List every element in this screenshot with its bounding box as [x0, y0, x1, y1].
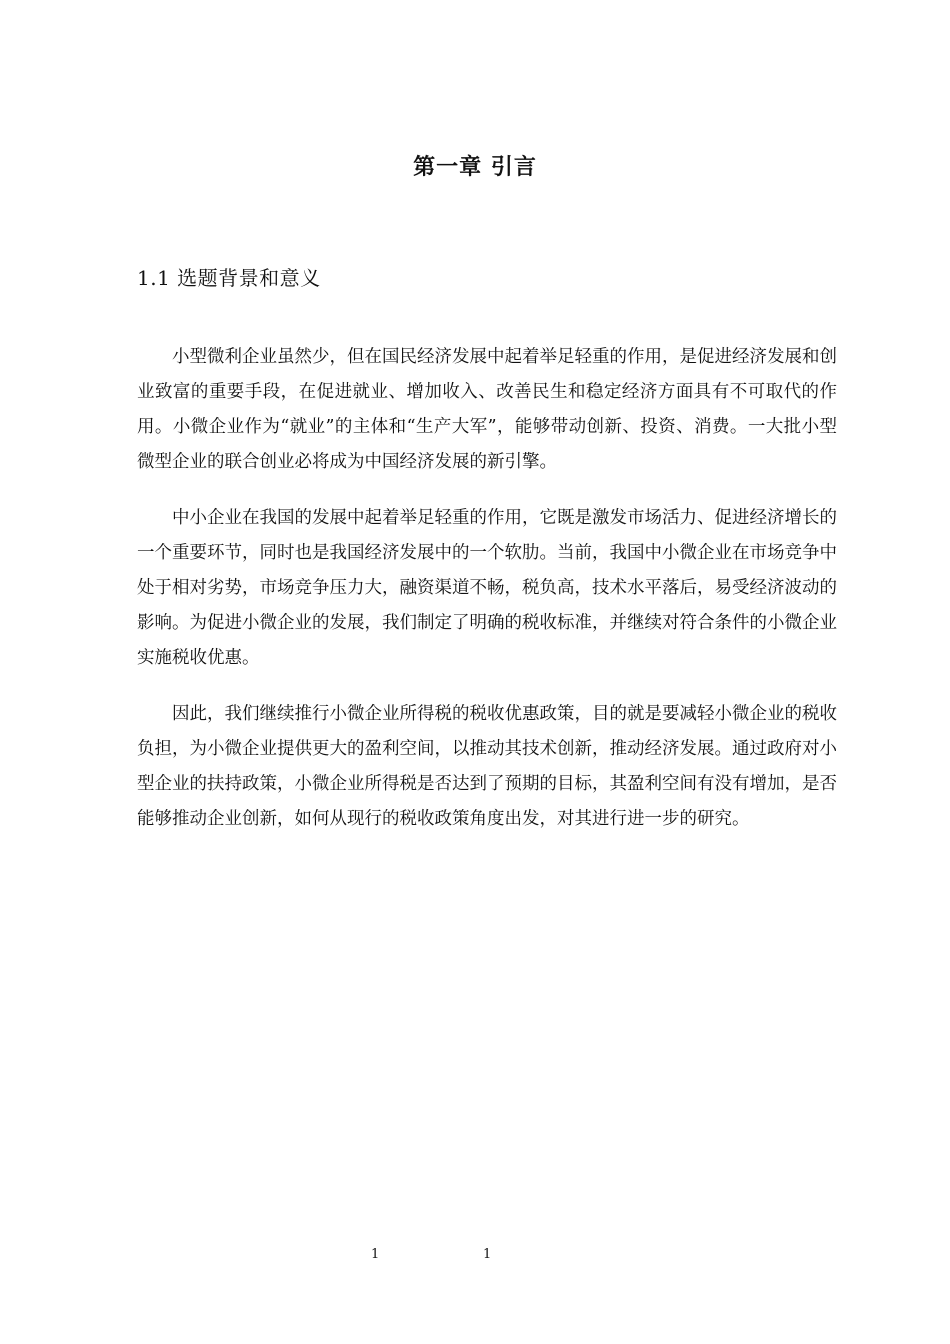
page-number: 1	[371, 1247, 380, 1262]
body-text	[137, 340, 837, 858]
paragraph: 小型微利企业虽然少，但在国民经济发展中起着举足轻重的作用，是促进经济发展和创业致富的重要手段，在促进就业、增加收入、改善民生和稳定经济方面具有不可取代的作用。小微企业作为“就业”的主体和“生产大军”，能够带动创新、投资、消费。一大批小型微型企业的联合创业必将成为中国经济发展的新引擎。	[137, 347, 837, 472]
chapter-title: 第一章 引言	[413, 155, 537, 180]
paragraph: 中小企业在我国的发展中起着举足轻重的作用，它既是激发市场活力、促进经济增长的一个重要环节，同时也是我国经济发展中的一个软肋。当前，我国中小微企业在市场竞争中处于相对劣势，市场竞争压力大，融资渠道不畅，税负高，技术水平落后，易受经济波动的影响。为促进小微企业的发展，我们制定了明确的税收标准，并继续对符合条件的小微企业实施税收优惠。	[137, 508, 837, 668]
paragraph: 因此，我们继续推行小微企业所得税的税收优惠政策，目的就是要减轻小微企业的税收负担，为小微企业提供更大的盈利空间，以推动其技术创新，推动经济发展。通过政府对小型企业的扶持政策，小微企业所得税是否达到了预期的目标，其盈利空间有没有增加，是否能够推动企业创新，如何从现行的税收政策角度出发，对其进行进一步的研究。	[137, 704, 837, 829]
section-heading: 1.1 选题背景和意义	[137, 266, 321, 290]
page-number: 1	[483, 1247, 492, 1262]
